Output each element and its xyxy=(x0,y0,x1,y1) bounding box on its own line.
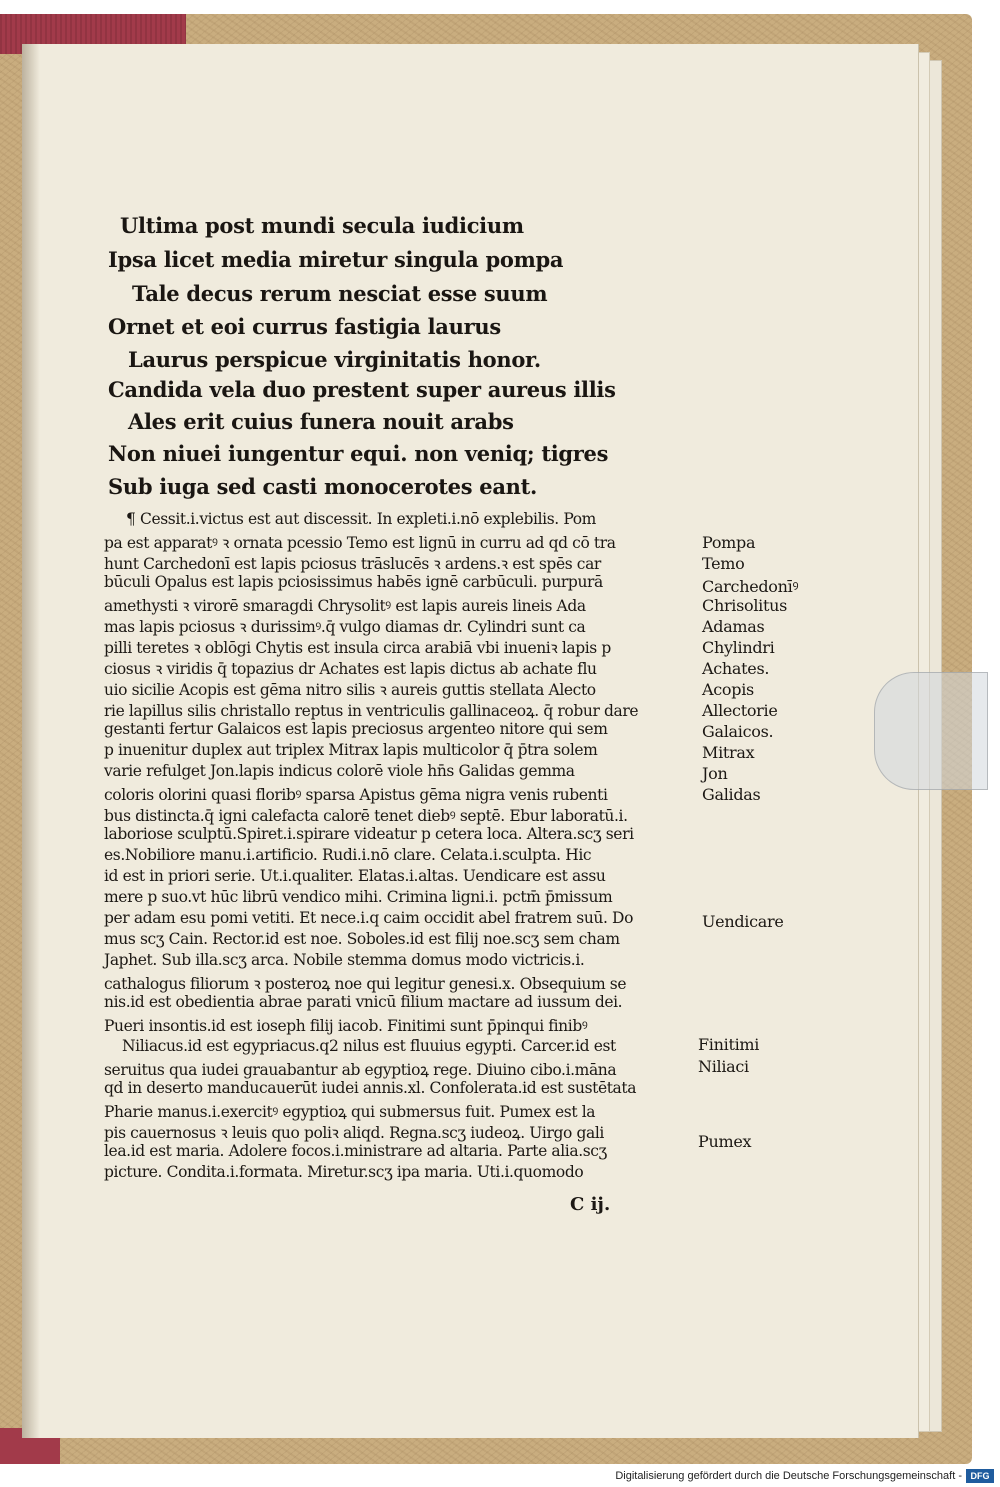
commentary-line: mere p suo.vt hūc librū vendico mihi. Crimina ligni.i. pctm̄ p̄missum xyxy=(104,888,613,906)
book-page xyxy=(22,44,919,1438)
verse-line: Tale decus rerum nesciat esse suum xyxy=(132,281,548,306)
commentary-line: Niliacus.id est egypriacus.q2 nilus est fluuius egypti. Carcer.id est xyxy=(122,1037,616,1055)
verse-line: Ipsa licet media miretur singula pompa xyxy=(108,247,564,272)
verse-line: Ales erit cuius funera nouit arabs xyxy=(128,409,514,434)
commentary-line: amethysti ꝛ virorē smaragdi Chrysolitꝰ est lapis aureis lineis Ada xyxy=(104,597,586,615)
footer-bar xyxy=(0,1466,1000,1487)
commentary-line: nis.id est obedientia abrae parati vnicū filium mactare ad iussum dei. xyxy=(104,993,623,1011)
commentary-line: coloris olorini quasi floribꝰ sparsa Apistus gēma nigra venis rubenti xyxy=(104,786,608,804)
commentary-line: pis cauernosus ꝛ leuis quo poliꝛ aliqd. Regna.scʒ iudeoꝝ. Uirgo gali xyxy=(104,1124,604,1142)
verse-line: Non niuei iungentur equi. non veniq; tigres xyxy=(108,441,609,466)
margin-note: Allectorie xyxy=(702,701,778,720)
signature-mark: C ij. xyxy=(570,1194,611,1215)
commentary-line: es.Nobiliore manu.i.artificio. Rudi.i.nō clare. Celata.i.sculpta. Hic xyxy=(104,846,592,864)
verse-line: Laurus perspicue virginitatis honor. xyxy=(128,347,541,372)
commentary-line: cathalogus filiorum ꝛ posteroꝝ noe qui legitur genesi.x. Obsequium se xyxy=(104,975,627,993)
commentary-line: ¶ Cessit.i.victus est aut discessit. In expleti.i.nō explebilis. Pom xyxy=(126,510,596,528)
margin-note: Galidas xyxy=(702,785,761,804)
commentary-line: mas lapis pciosus ꝛ durissimꝰ.q̄ vulgo diamas dr. Cylindri sunt ca xyxy=(104,618,586,636)
commentary-line: id est in priori serie. Ut.i.qualiter. Elatas.i.altas. Uendicare est assu xyxy=(104,867,606,885)
commentary-line: Pharie manus.i.exercitꝰ egyptioꝝ qui submersus fuit. Pumex est la xyxy=(104,1103,596,1121)
verse-line: Candida vela duo prestent super aureus illis xyxy=(108,377,616,402)
commentary-line: varie refulget Jon.lapis indicus colorē viole hn̄s Galidas gemma xyxy=(104,762,575,780)
commentary-line: per adam esu pomi vetiti. Et nece.i.q caim occidit abel fratrem suū. Do xyxy=(104,909,633,927)
verse-line: Ornet et eoi currus fastigia laurus xyxy=(108,314,501,339)
book-clip xyxy=(874,672,988,790)
margin-note: Temo xyxy=(702,554,745,573)
margin-note: Niliaci xyxy=(698,1057,749,1076)
margin-note: Carchedonīꝰ xyxy=(702,577,799,596)
footer-credit: Digitalisierung gefördert durch die Deutsche Forschungsgemeinschaft - xyxy=(615,1470,962,1482)
commentary-line: qd in deserto manducauerūt iudei annis.xl. Confolerata.id est sustētata xyxy=(104,1079,637,1097)
commentary-line: Pueri insontis.id est ioseph filij iacob. Finitimi sunt p̄pinqui finibꝰ xyxy=(104,1017,588,1035)
commentary-line: lea.id est maria. Adolere focos.i.ministrare ad altaria. Parte alia.scʒ xyxy=(104,1142,607,1160)
margin-note: Mitrax xyxy=(702,743,755,762)
commentary-line: p inuenitur duplex aut triplex Mitrax lapis multicolor q̄ p̄tra solem xyxy=(104,741,598,759)
margin-note: Jon xyxy=(702,764,728,783)
commentary-line: hunt Carchedonī est lapis pciosus trāslucēs ꝛ ardens.ꝛ est spēs car xyxy=(104,555,601,573)
commentary-line: seruitus qua iudei grauabantur ab egyptioꝝ rege. Diuino cibo.i.māna xyxy=(104,1061,617,1079)
margin-note: Pompa xyxy=(702,533,756,552)
commentary-line: gestanti fertur Galaicos est lapis preciosus argenteo nitore qui sem xyxy=(104,720,608,738)
margin-note: Chrisolitus xyxy=(702,596,788,615)
commentary-line: ciosus ꝛ viridis q̄ topazius dr Achates est lapis dictus ab achate flu xyxy=(104,660,597,678)
commentary-line: rie lapillus silis christallo reptus in ventriculis gallinaceoꝝ. q̄ robur dare xyxy=(104,702,639,720)
margin-note: Acopis xyxy=(702,680,754,699)
dfg-logo-icon: DFG xyxy=(966,1469,994,1483)
margin-note: Finitimi xyxy=(698,1035,760,1054)
commentary-line: mus scʒ Cain. Rector.id est noe. Soboles.id est filij noe.scʒ sem cham xyxy=(104,930,620,948)
commentary-line: pilli teretes ꝛ oblōgi Chytis est insula circa arabiā vbi inueniꝛ lapis p xyxy=(104,639,611,657)
margin-note: Galaicos. xyxy=(702,722,774,741)
commentary-line: būculi Opalus est lapis pciosissimus habēs ignē carbūculi. purpurā xyxy=(104,573,603,591)
commentary-line: picture. Condita.i.formata. Miretur.scʒ ipa maria. Uti.i.quomodo xyxy=(104,1163,584,1181)
margin-note: Pumex xyxy=(698,1132,752,1151)
commentary-line: pa est apparatꝰ ꝛ ornata pcessio Temo est lignū in curru ad qd cō tra xyxy=(104,534,616,552)
commentary-line: Japhet. Sub illa.scʒ arca. Nobile stemma domus modo victricis.i. xyxy=(104,951,585,969)
margin-note: Adamas xyxy=(702,617,765,636)
verse-line: Ultima post mundi secula iudicium xyxy=(120,213,524,238)
margin-note: Chylindri xyxy=(702,638,775,657)
commentary-line: bus distincta.q̄ igni calefacta calorē tenet diebꝰ septē. Ebur laboratū.i. xyxy=(104,807,628,825)
margin-note: Achates. xyxy=(702,659,770,678)
page-gutter xyxy=(22,44,40,1438)
commentary-line: uio sicilie Acopis est gēma nitro silis ꝛ aureis guttis stellata Alecto xyxy=(104,681,596,699)
verse-line: Sub iuga sed casti monocerotes eant. xyxy=(108,474,538,499)
margin-note: Uendicare xyxy=(702,912,784,931)
commentary-line: laboriose sculptū.Spiret.i.spirare videatur p cetera loca. Altera.scʒ seri xyxy=(104,825,634,843)
